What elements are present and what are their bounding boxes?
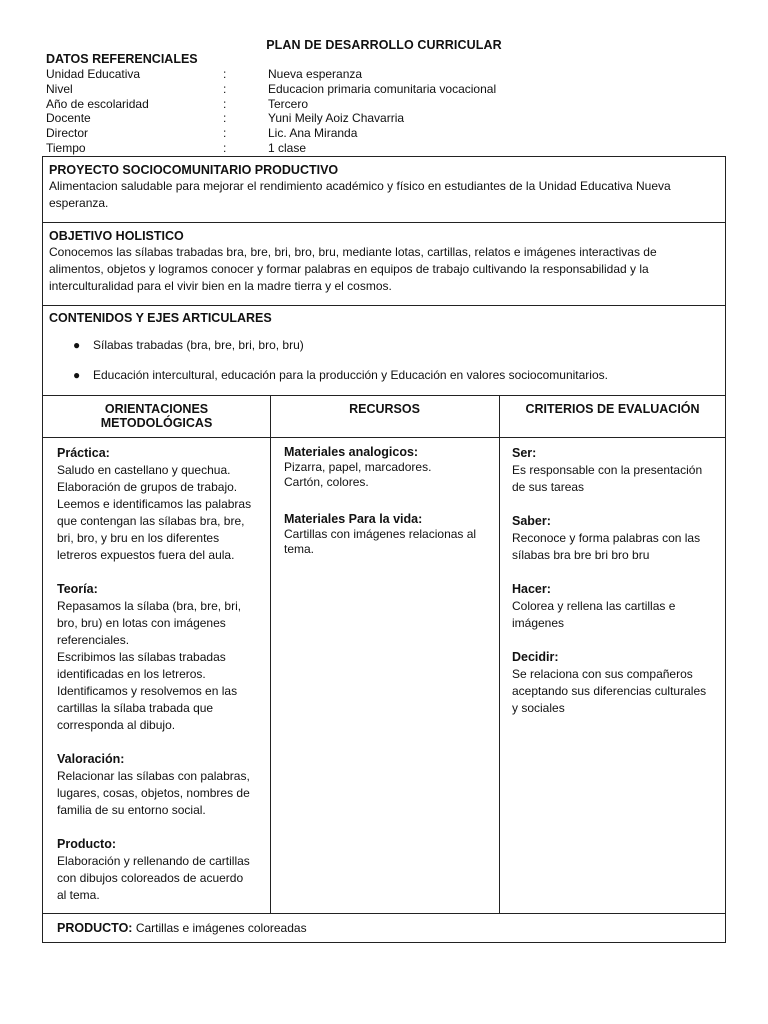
bullet-icon: ● [73,368,81,382]
info-label: Nivel [46,81,73,96]
info-sep: : [223,81,227,96]
info-label: Director [46,126,89,141]
vida-heading: Materiales Para la vida: [284,512,423,526]
info-row [46,126,566,141]
info-sep: : [223,67,227,81]
teoria-line: Identificamos y resolvemos en las [57,684,238,698]
objetivo-text-line: alimentos, objetos y logramos conocer y formar palabras en equipos de trabajo cultivando la responsabilidad y la [49,262,649,276]
practica-line: letreros expuestos fuera del aula. [57,548,235,562]
teoria-line: Escribimos las sílabas trabadas [57,650,226,664]
practica-line: que contengan las sílabas bra, bre, [57,514,245,528]
info-sep: : [223,126,227,141]
spacer [512,496,724,513]
contenidos-item [49,367,715,384]
teoria-line: identificadas en los letreros. [57,667,206,681]
column-header-line: METODOLÓGICAS [100,416,213,430]
producto-heading: Producto: [57,837,117,851]
contenidos-section [49,310,715,384]
column-header-criterios: CRITERIOS DE EVALUACIÓN [525,402,700,416]
datos-heading: DATOS REFERENCIALES [46,52,198,66]
info-sep: : [223,96,227,111]
info-label: Unidad Educativa [46,67,141,81]
info-sep: : [223,140,227,155]
info-value: Yuni Meily Aoiz Chavarria [268,111,405,126]
spacer [284,490,496,512]
producto-line: al tema. [57,888,100,902]
divider [43,437,725,438]
vida-line: tema. [284,542,315,556]
info-row [46,141,566,156]
objetivo-text-line: interculturalidad para el vivir bien en la madre tierra y el cosmos. [49,279,392,293]
proyecto-text-line: Alimentacion saludable para mejorar el rendimiento académico y físico en estudiantes de la Unidad Educativa Nueva [49,179,671,193]
divider [43,395,725,396]
divider [43,913,725,914]
info-label: Docente [46,111,91,126]
proyecto-text-line: esperanza. [49,196,109,210]
practica-line: Leemos e identificamos las palabras [57,497,252,511]
spacer [57,564,267,581]
producto-line: Elaboración y rellenando de cartillas [57,854,250,868]
bullet-icon: ● [73,338,81,352]
saber-heading: Saber: [512,514,551,528]
datos-referenciales [46,67,566,156]
saber-line: sílabas bra bre bri bro bru [512,548,650,562]
info-value: Lic. Ana Miranda [268,126,358,141]
valoracion-line: familia de su entorno social. [57,803,206,817]
practica-line: bri, bro, y bru en los diferentes [57,531,220,545]
divider [43,222,725,223]
info-row [46,111,566,126]
analogicos-line: Cartón, colores. [284,475,369,489]
orientaciones-column [57,445,267,904]
objetivo-text-line: Conocemos las sílabas trabadas bra, bre, bri, bro, bru, mediante lotas, cartillas, relatos e imágenes interactivas de [49,245,657,259]
producto-final-label: PRODUCTO: [57,921,133,935]
info-value: Nueva esperanza [268,67,363,81]
ser-line: de sus tareas [512,480,585,494]
practica-heading: Práctica: [57,446,110,460]
page-title: PLAN DE DESARROLLO CURRICULAR [266,38,502,52]
column-divider [499,395,500,913]
contenidos-item-text: Educación intercultural, educación para la producción y Educación en valores sociocomunitarios. [93,368,608,382]
spacer [57,734,267,751]
criterios-column [512,445,724,717]
contenidos-item [49,337,715,354]
analogicos-heading: Materiales analogicos: [284,445,419,459]
decidir-line: aceptando sus diferencias culturales [512,684,707,698]
objetivo-section [49,228,715,295]
info-value: 1 clase [268,140,307,155]
divider [43,305,725,306]
info-row [46,97,566,112]
saber-line: Reconoce y forma palabras con las [512,531,701,545]
decidir-line: y sociales [512,701,565,715]
recursos-column [284,445,496,557]
info-value: Educacion primaria comunitaria vocacional [268,81,497,96]
producto-line: con dibujos coloreados de acuerdo [57,871,244,885]
info-value: Tercero [268,96,309,111]
ser-line: Es responsable con la presentación [512,463,703,477]
decidir-heading: Decidir: [512,650,559,664]
hacer-line: Colorea y rellena las cartillas e [512,599,676,613]
spacer [57,819,267,836]
column-divider [270,395,271,913]
proyecto-section [49,162,715,212]
analogicos-line: Pizarra, papel, marcadores. [284,460,432,474]
teoria-line: cartillas la sílaba trabada que [57,701,214,715]
teoria-line: corresponda al dibujo. [57,718,176,732]
contenidos-item-text: Sílabas trabadas (bra, bre, bri, bro, bru) [93,338,304,352]
hacer-heading: Hacer: [512,582,551,596]
valoracion-heading: Valoración: [57,752,125,766]
practica-line: Elaboración de grupos de trabajo. [57,480,238,494]
vida-line: Cartillas con imágenes relacionas al [284,527,477,541]
info-label: Tiempo [46,140,86,155]
info-row [46,82,566,97]
proyecto-heading: PROYECTO SOCIOCOMUNITARIO PRODUCTIVO [49,163,339,177]
info-label: Año de escolaridad [46,96,149,111]
column-header-recursos: RECURSOS [349,402,420,416]
info-sep: : [223,111,227,126]
producto-final-value: Cartillas e imágenes coloreadas [135,921,307,935]
teoria-heading: Teoría: [57,582,98,596]
valoracion-line: Relacionar las sílabas con palabras, [57,769,250,783]
ser-heading: Ser: [512,446,537,460]
teoria-line: bro, bru) en lotas con imágenes [57,616,226,630]
teoria-line: Repasamos la sílaba (bra, bre, bri, [57,599,242,613]
plan-table [42,156,726,943]
valoracion-line: lugares, cosas, objetos, nombres de [57,786,250,800]
column-header-line: ORIENTACIONES [104,402,209,416]
spacer [512,564,724,581]
practica-line: Saludo en castellano y quechua. [57,463,231,477]
teoria-line: referenciales. [57,633,130,647]
column-header-orientaciones [43,402,270,430]
contenidos-heading: CONTENIDOS Y EJES ARTICULARES [49,311,272,325]
info-row [46,67,566,82]
hacer-line: imágenes [512,616,565,630]
producto-final [57,921,307,935]
decidir-line: Se relaciona con sus compañeros [512,667,693,681]
spacer [512,632,724,649]
objetivo-heading: OBJETIVO HOLISTICO [49,229,184,243]
